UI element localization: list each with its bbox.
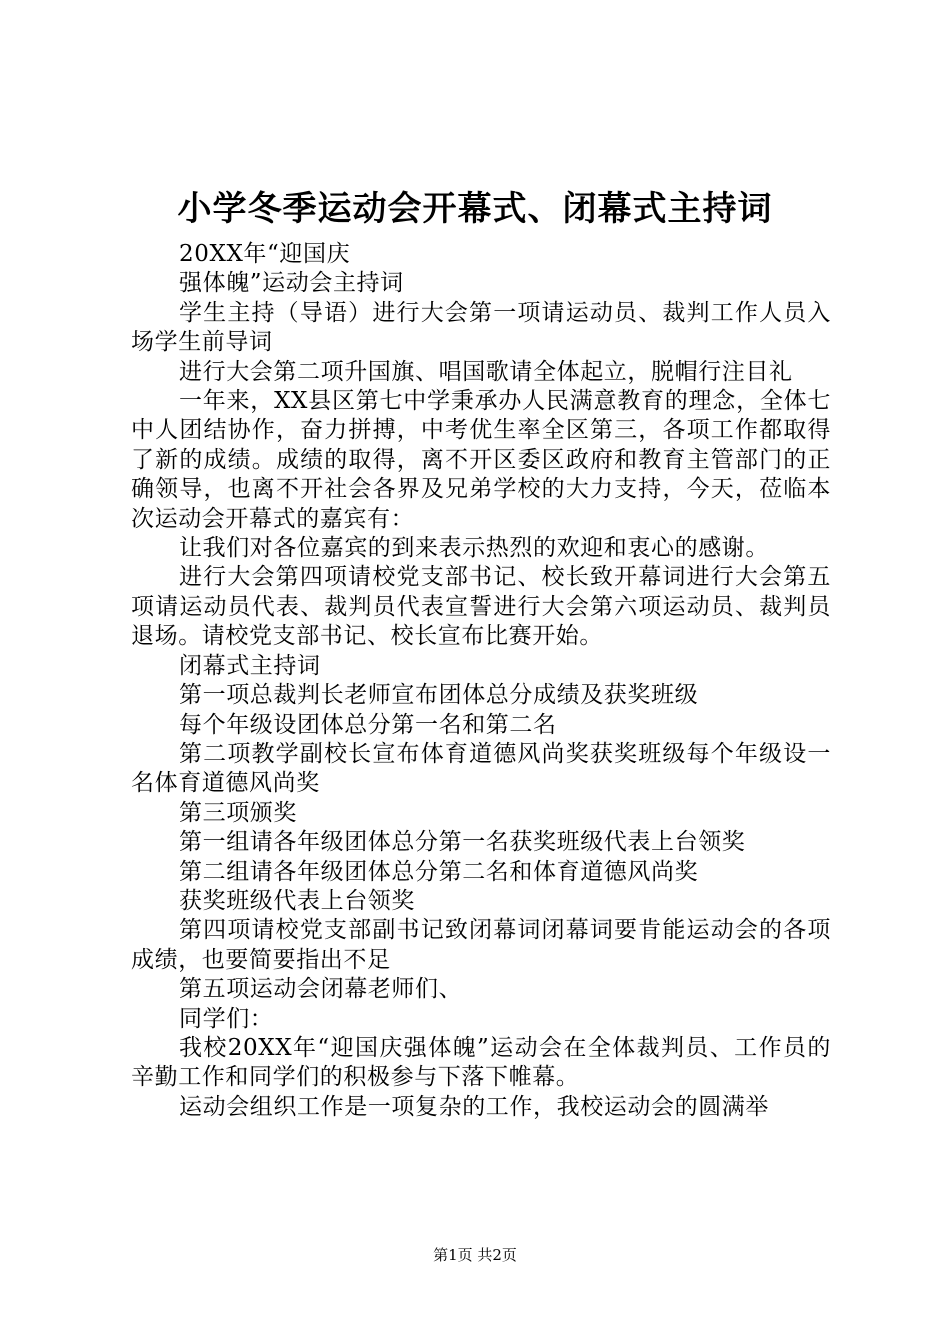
page-footer: 第1页 共2页 <box>433 1246 517 1264</box>
paragraph: 第五项运动会闭幕老师们、 <box>179 976 463 1003</box>
paragraph: 让我们对各位嘉宾的到来表示热烈的欢迎和衷心的感谢。 <box>179 535 769 562</box>
paragraph: 每个年级设团体总分第一名和第二名 <box>179 711 557 738</box>
paragraph: 第四项请校党支部副书记致闭幕词闭幕词要肯能运动会的各项成绩，也要简要指出不足 <box>131 917 831 973</box>
paragraph: 运动会组织工作是一项复杂的工作，我校运动会的圆满举 <box>179 1093 769 1120</box>
paragraph: 进行大会第四项请校党支部书记、校长致开幕词进行大会第五项请运动员代表、裁判员代表宣誓进行大会第六项运动员、裁判员退场。请校党支部书记、校长宣布比赛开始。 <box>131 564 831 650</box>
paragraph: 20XX年“迎国庆 <box>179 241 351 267</box>
paragraph: 第二组请各年级团体总分第二名和体育道德风尚奖 <box>179 858 699 885</box>
paragraph: 第一项总裁判长老师宣布团体总分成绩及获奖班级 <box>179 682 699 709</box>
paragraph: 获奖班级代表上台领奖 <box>179 887 415 914</box>
paragraph: 一年来，XX县区第七中学秉承办人民满意教育的理念，全体七中人团结协作，奋力拼搏，中考优生率全区第三，各项工作都取得了新的成绩。成绩的取得，离不开区委区政府和教育主管部门的正确领导，也离不开社会各界及兄弟学校的大力支持，今天，莅临本次运动会开幕式的嘉宾有： <box>131 388 831 532</box>
paragraph: 第一组请各年级团体总分第一名获奖班级代表上台领奖 <box>179 829 746 856</box>
paragraph: 学生主持（导语）进行大会第一项请运动员、裁判工作人员入场学生前导词 <box>131 299 831 356</box>
paragraph: 第二项教学副校长宣布体育道德风尚奖获奖班级每个年级设一名体育道德风尚奖 <box>131 740 831 797</box>
document-title: 小学冬季运动会开幕式、闭幕式主持词 <box>177 189 773 229</box>
paragraph: 第三项颁奖 <box>179 799 297 826</box>
paragraph: 强体魄”运动会主持词 <box>179 270 404 297</box>
paragraph: 闭幕式主持词 <box>179 652 321 679</box>
paragraph: 同学们： <box>179 1005 274 1032</box>
paragraph: 进行大会第二项升国旗、唱国歌请全体起立，脱帽行注目礼 <box>179 358 793 385</box>
paragraph: 我校20XX年“迎国庆强体魄”运动会在全体裁判员、工作员的辛勤工作和同学们的积极参与下落下帷幕。 <box>131 1034 831 1091</box>
document-body <box>131 240 831 1122</box>
